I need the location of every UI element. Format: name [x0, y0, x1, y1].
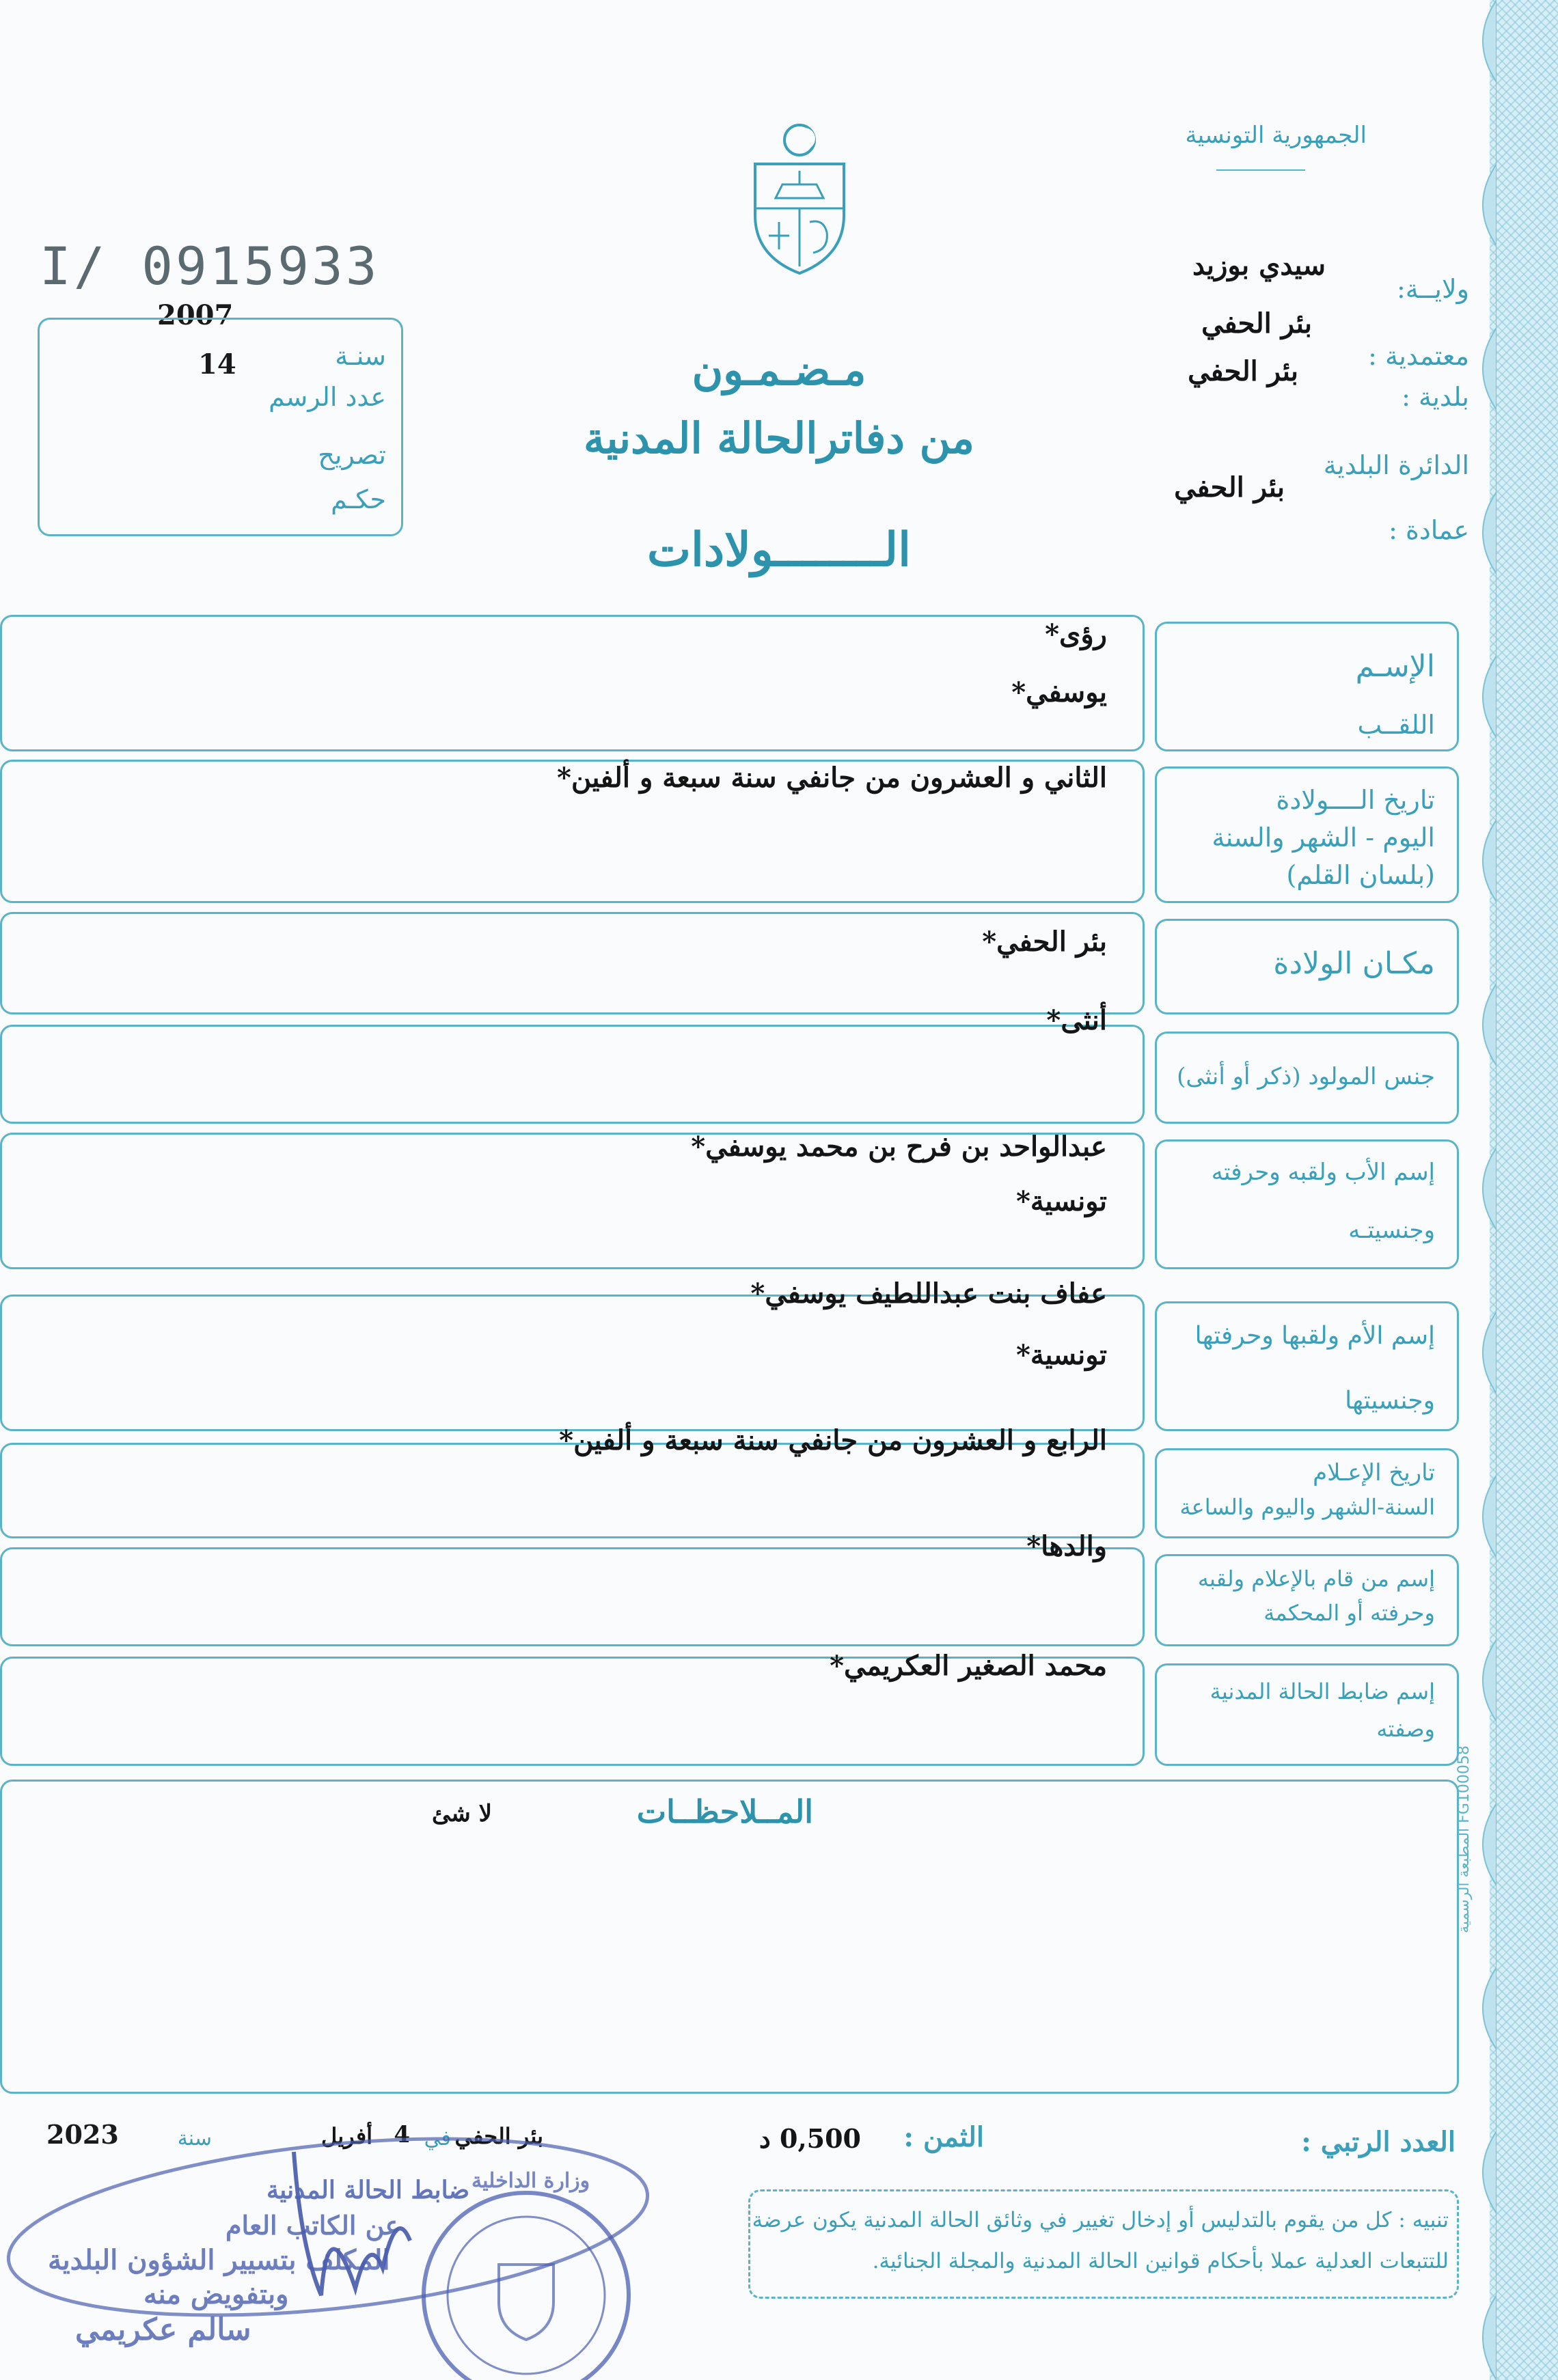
officer-value: محمد الصغير العكريمي* — [830, 1650, 1107, 1682]
father-label-1: إسم الأب ولقبه وحرفته — [1211, 1159, 1435, 1186]
issue-day: 4 — [394, 2121, 410, 2148]
municipality-value: بئر الحفي — [1188, 355, 1298, 387]
father-label-2: وجنسيتـه — [1348, 1217, 1435, 1244]
seal-text: وزارة الداخلية — [472, 2169, 590, 2193]
serial-number: I/ 0915933 — [40, 236, 380, 296]
issue-month: أفريل — [321, 2123, 372, 2149]
register-number-label: عدد الرسم — [269, 382, 386, 412]
year-footer-label: سنة — [177, 2127, 212, 2150]
officer-label-2: وصفته — [1376, 1716, 1435, 1742]
birthdate-label-2: اليوم - الشهر والسنة — [1212, 822, 1435, 853]
birthplace-value: بئر الحفي* — [982, 926, 1107, 958]
first-name-label: الإسـم — [1355, 649, 1435, 684]
judgment-label: حكـم — [331, 484, 386, 514]
stamp-line-5: سالم عكريمي — [75, 2312, 251, 2347]
declaration-date-label-1: تاريخ الإعـلام — [1313, 1459, 1435, 1486]
mother-value: عفاف بنت عبداللطيف يوسفي* — [750, 1277, 1107, 1310]
father-value: عبدالواحد بن فرح بن محمد يوسفي* — [691, 1131, 1107, 1163]
sector-value: بئر الحفي — [1174, 471, 1285, 503]
price-value: 0,500 د — [758, 2123, 861, 2154]
printer-mark: المطبعة الرسمية FG100058 — [1456, 1745, 1473, 1933]
stamp-line-2: عن الكاتب العام — [226, 2210, 401, 2241]
mother-nationality: تونسية* — [1015, 1339, 1107, 1371]
name-value-box — [0, 615, 1145, 751]
notice-line-2: للتتبعات العدلية عملا بأحكام قوانين الحالة المدنية والمجلة الجنائية. — [872, 2249, 1449, 2273]
remarks-label: المــلاحظــات — [636, 1793, 813, 1830]
birthplace-value-box — [0, 912, 1145, 1014]
sex-value-box — [0, 1025, 1145, 1124]
declaration-date-label-2: السنة-الشهر واليوم والساعة — [1179, 1494, 1435, 1520]
state-value: سيدي بوزيد — [1192, 249, 1326, 281]
birthdate-value: الثاني و العشرون من جانفي سنة سبعة و ألفين* — [557, 762, 1107, 794]
declaration-date-value-box — [0, 1443, 1145, 1538]
register-year: 2007 — [157, 299, 234, 331]
first-name-value: رؤى* — [1045, 618, 1107, 650]
surname-label: اللقــب — [1357, 710, 1435, 740]
issue-place: بئر الحفي — [454, 2123, 543, 2149]
state-label: ولايــة: — [1396, 274, 1469, 304]
birthdate-label-3: (بلسان القلم) — [1286, 860, 1435, 890]
officer-label-1: إسم ضابط الحالة المدنية — [1210, 1678, 1435, 1704]
serial-number-label: العدد الرتبي : — [1301, 2126, 1456, 2158]
mother-label-1: إسم الأم ولقبها وحرفتها — [1194, 1322, 1435, 1350]
republic-header: الجمهورية التونسية — [1185, 122, 1367, 149]
declarant-value: والدها* — [1026, 1530, 1107, 1562]
surname-value: يوسفي* — [1011, 676, 1107, 708]
price-label: الثمن : — [903, 2121, 984, 2153]
birthplace-label: مكـان الولادة — [1273, 946, 1435, 981]
title-content: مـضـمـون — [692, 345, 866, 395]
in-label: في — [424, 2127, 451, 2150]
birthdate-label-1: تاريخ الــــولادة — [1276, 785, 1435, 815]
year-label: سنـة — [335, 341, 386, 371]
issue-year: 2023 — [46, 2119, 119, 2150]
stamp-line-4: وبتفويض منه — [144, 2278, 289, 2310]
register-number: 14 — [198, 348, 236, 380]
title-births: الــــــــولادات — [646, 523, 912, 577]
declarant-value-box — [0, 1547, 1145, 1646]
municipal-circle-label: الدائرة البلدية — [1323, 450, 1469, 480]
notice-line-1: تنبيه : كل من يقوم بالتدليس أو إدخال تغيير في وثائق الحالة المدنية يكون عرضة — [752, 2208, 1449, 2232]
mother-value-box — [0, 1295, 1145, 1431]
remarks-value: لا شئ — [431, 1800, 492, 1827]
delegation-label: معتمدية : — [1368, 341, 1469, 371]
municipality-label: بلدية : — [1402, 382, 1469, 412]
header-divider — [1216, 169, 1305, 171]
sector-label: عمادة : — [1389, 515, 1469, 545]
stamp-line-3: المكلف بتسيير الشؤون البلدية — [48, 2244, 390, 2276]
title-registers: من دفاترالحالة المدنية — [583, 413, 975, 463]
sex-value: أنثى* — [1046, 1004, 1107, 1036]
stamp-line-1: ضابط الحالة المدنية — [266, 2176, 470, 2204]
sex-label: جنس المولود (ذكر أو أنثى) — [1177, 1063, 1435, 1090]
declarant-label-2: وحرفته أو المحكمة — [1263, 1600, 1435, 1626]
mother-label-2: وجنسيتها — [1345, 1387, 1435, 1415]
coat-of-arms-icon — [741, 120, 858, 277]
declaration-label: تصريح — [318, 440, 386, 470]
declaration-date-value: الرابع و العشرون من جانفي سنة سبعة و ألفين* — [559, 1424, 1107, 1456]
delegation-value: بئر الحفي — [1201, 307, 1312, 340]
father-nationality: تونسية* — [1015, 1185, 1107, 1217]
declarant-label-1: إسم من قام بالإعلام ولقبه — [1197, 1566, 1435, 1592]
